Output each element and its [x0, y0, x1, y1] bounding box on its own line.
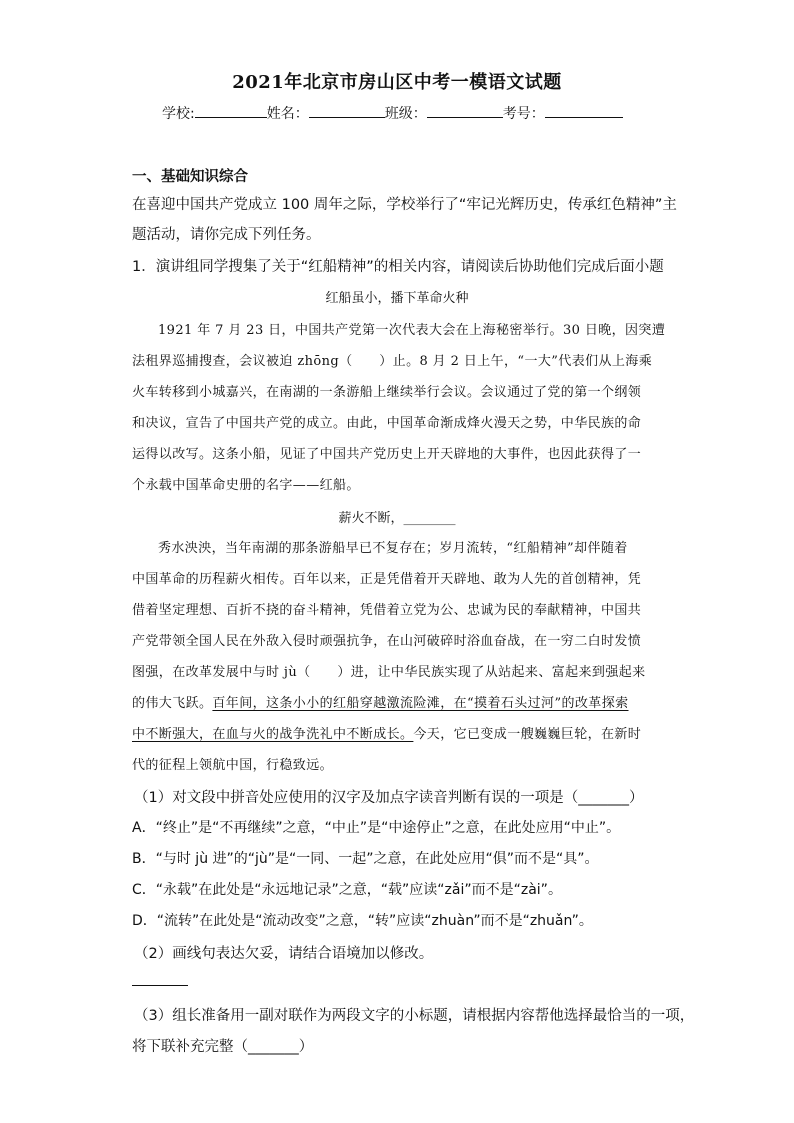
- passage-2-line: [132, 723, 641, 742]
- q1-option-a: A．“终止”是“不再继续”之意，“中止”是“中途停止”之意，在此处应用“中止”。: [132, 820, 621, 836]
- q2-stem: （2）画线句表达欠妥，请结合语境加以修改。: [134, 946, 434, 962]
- passage-1-line: 法租界巡捕搜查，会议被迫 zhōng（ ）止。8 月 2 日上午，“一大”代表们从上海乘: [132, 354, 653, 369]
- exam-no-blank: [545, 103, 623, 118]
- underlined-sentence-part-1: 百年间，这条小小的红船穿越激流险滩，在“摸着石头过河”的改革探索: [212, 696, 629, 711]
- passage-2-line: 图强，在改革发展中与时 jù（ ）进，让中华民族实现了从站起来、富起来到强起来: [132, 665, 646, 680]
- passage-2-line: 借着坚定理想、百折不挠的奋斗精神，凭借着立党为公、忠诚为民的奉献精神，中国共: [132, 603, 642, 618]
- exam-no-label: 考号：: [502, 106, 545, 122]
- passage-2-line: 产党带领全国人民在外敌入侵时顽强抗争，在山河破碎时浴血奋战，在一穷二白时发愤: [132, 634, 642, 649]
- passage-2-text: 今天，它已变成一艘巍巍巨轮，在新时: [413, 727, 642, 742]
- q1-option-d: D．“流转”在此处是“流动改变”之意，“转”应读“zhuàn”而不是“zhuǎn”。: [132, 913, 593, 929]
- passage-1-line: 1921 年 7 月 23 日，中国共产党第一次代表大会在上海秘密举行。30 日晚，因突遭: [158, 323, 666, 338]
- school-label: 学校:: [162, 106, 195, 122]
- passage-subtitle-1: 红船虽小，播下革命火种: [325, 291, 469, 306]
- underlined-sentence-part-2: 中不断强大，在血与火的战争洗礼中不断成长。: [132, 727, 414, 742]
- passage-subtitle-2: 薪火不断，________: [338, 511, 456, 526]
- passage-1-line: 运得以改写。这条小船，见证了中国共产党历史上开天辟地的大事件，也因此获得了一: [132, 447, 642, 462]
- name-blank: [309, 103, 385, 118]
- passage-2-line: 代的征程上领航中国，行稳致远。: [132, 758, 334, 773]
- q2-answer-line: [132, 985, 188, 986]
- q1-option-c: C．“永载”在此处是“永远地记录”之意，“载”应读“zǎi”而不是“zài”。: [132, 882, 562, 898]
- name-label: 姓名：: [266, 106, 309, 122]
- passage-1-line: 和决议，宣告了中国共产党的成立。由此，中国革命渐成烽火漫天之势，中华民族的命: [132, 416, 642, 431]
- passage-2-line: [132, 692, 629, 711]
- q1-stem: （1）对文段中拼音处应使用的汉字及加点字读音判断有误的一项是（_______）: [134, 790, 644, 806]
- section-heading: 一、基础知识综合: [132, 169, 248, 185]
- q3-stem-line-2: 将下联补充完整（_______）: [132, 1039, 314, 1055]
- section-intro-line-1: 在喜迎中国共产党成立 100 周年之际，学校举行了“牢记光辉历史，传承红色精神”主: [132, 197, 677, 213]
- passage-1-line: 个永载中国革命史册的名字——红船。: [132, 478, 360, 493]
- passage-2-text: 的伟大飞跃。: [132, 696, 213, 711]
- class-label: 班级：: [384, 106, 427, 122]
- student-info-row: [162, 103, 623, 123]
- q3-stem-line-1: （3）组长准备用一副对联作为两段文字的小标题，请根据内容帮他选择最恰当的一项，: [134, 1008, 695, 1024]
- passage-2-line: 秀水泱泱，当年南湖的那条游船早已不复存在；岁月流转，“红船精神”却伴随着: [158, 541, 628, 556]
- school-blank: [195, 103, 267, 118]
- q1-option-b: B．“与时 jù 进”的“jù”是“一同、一起”之意，在此处应用“俱”而不是“具”。: [132, 851, 599, 867]
- page-title: 2021年北京市房山区中考一模语文试题: [232, 72, 562, 93]
- class-blank: [427, 103, 503, 118]
- passage-2-line: 中国革命的历程薪火相传。百年以来，正是凭借着开天辟地、敢为人先的首创精神，凭: [132, 572, 642, 587]
- question-1-stem: 1．演讲组同学搜集了关于“红船精神”的相关内容，请阅读后协助他们完成后面小题: [132, 259, 664, 275]
- section-intro-line-2: 题活动，请你完成下列任务。: [132, 227, 321, 243]
- passage-1-line: 火车转移到小城嘉兴，在南湖的一条游船上继续举行会议。会议通过了党的第一个纲领: [132, 385, 642, 400]
